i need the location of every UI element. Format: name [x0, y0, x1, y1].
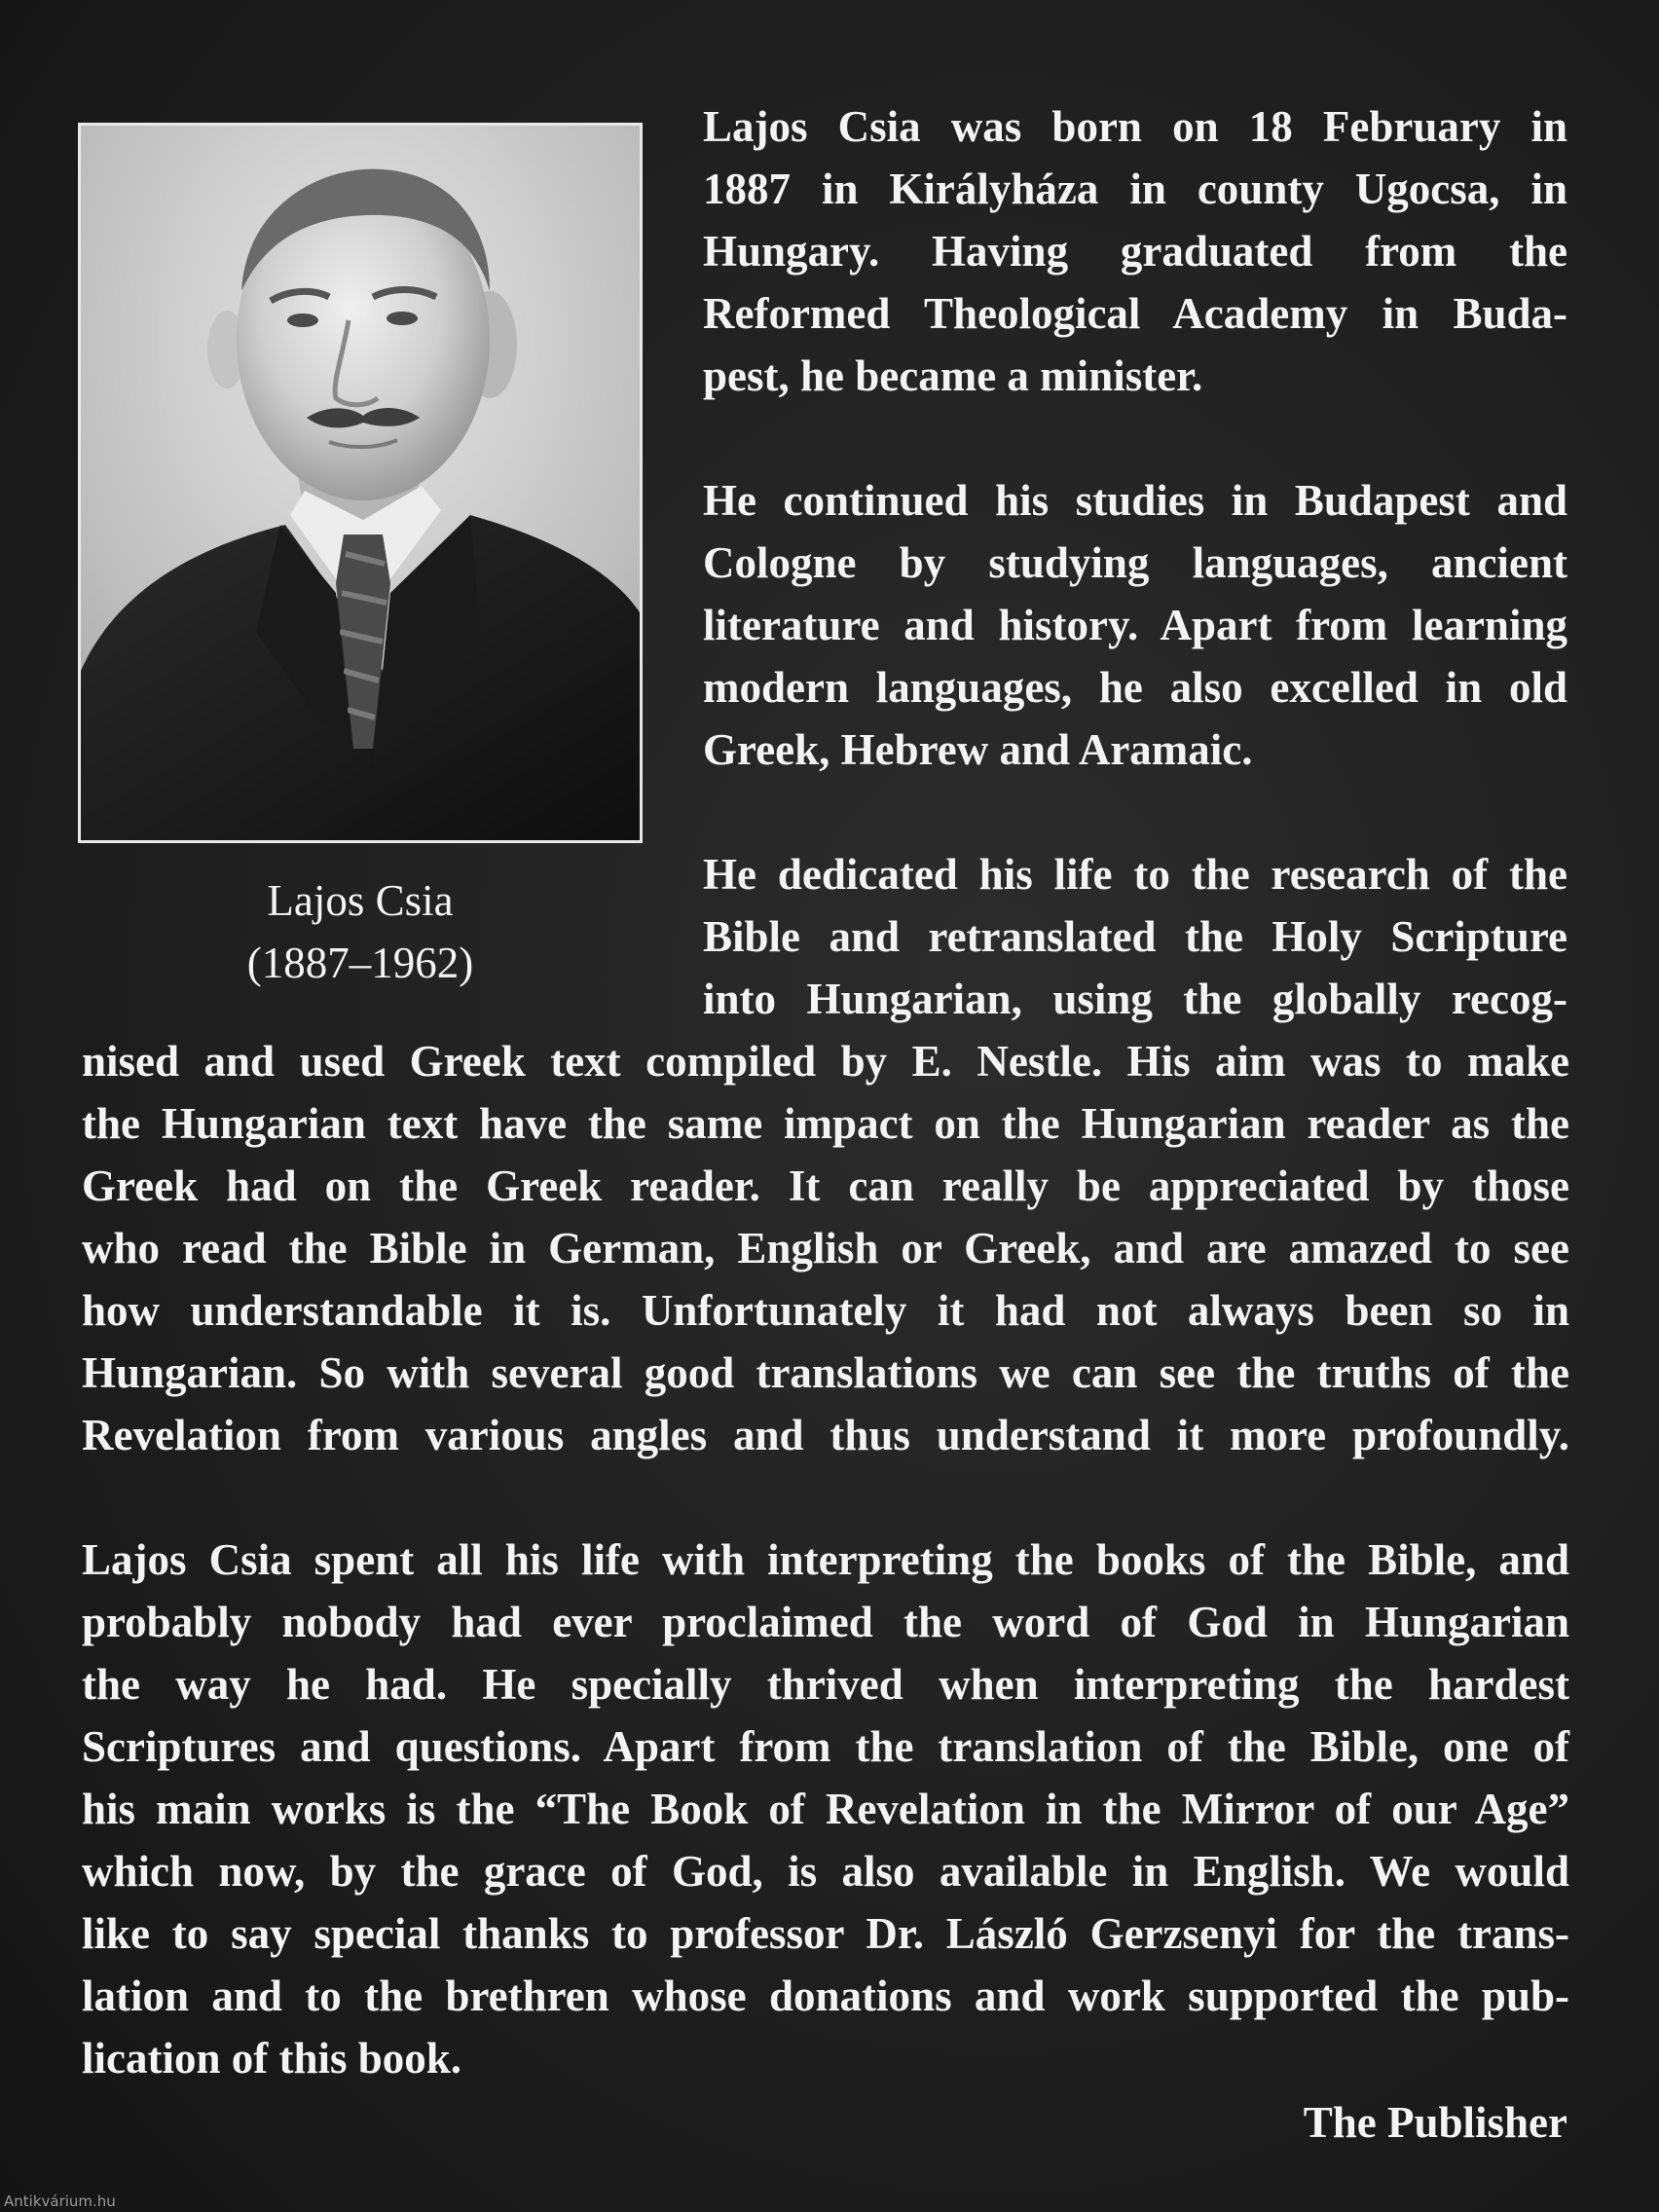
text-line: lication of this book. [82, 2034, 462, 2083]
text-line: probably nobody had ever proclaimed the word of God in Hungarian [82, 1598, 1569, 1646]
text-line: modern languages, he also excelled in old [703, 663, 1567, 712]
text-line: Reformed Theological Academy in Buda- [703, 289, 1567, 338]
paragraph-studies [703, 469, 1567, 781]
source-watermark: Antikvárium.hu [4, 2193, 116, 2210]
text-line: nised and used Greek text compiled by E. Nestle. His aim was to make [82, 1037, 1569, 1086]
text-line: which now, by the grace of God, is also available in English. We would [82, 1847, 1569, 1896]
text-line: like to say special thanks to professor Dr. László Gerzsenyi for the trans- [82, 1909, 1569, 1958]
caption-name: Lajos Csia [267, 876, 454, 925]
text-line: 1887 in Királyháza in county Ugocsa, in [703, 165, 1567, 213]
text-line: the way he had. He specially thrived when interpreting the hardest [82, 1660, 1569, 1709]
portrait-caption [88, 869, 633, 994]
text-line: Scriptures and questions. Apart from the translation of the Bible, one of [82, 1722, 1569, 1771]
text-line: the Hungarian text have the same impact on the Hungarian reader as the [82, 1099, 1569, 1148]
text-line: Lajos Csia was born on 18 February in [703, 102, 1567, 151]
text-line: He continued his studies in Budapest and [703, 476, 1567, 525]
paragraph-works [82, 1529, 1569, 2089]
text-line: Greek, Hebrew and Aramaic. [703, 725, 1253, 774]
text-line: Hungarian. So with several good translations we can see the truths of the [82, 1348, 1569, 1397]
publisher-signature: The Publisher [1303, 2098, 1567, 2147]
text-line: He dedicated his life to the research of the [703, 850, 1567, 899]
paragraph-birth [703, 95, 1567, 407]
text-line: Hungary. Having graduated from the [703, 227, 1567, 276]
text-line: pest, he became a minister. [703, 351, 1203, 400]
author-portrait [78, 123, 643, 843]
text-line: Bible and retranslated the Holy Scripture [703, 912, 1567, 961]
paragraph-translation-continued [82, 1030, 1569, 1466]
text-line: Lajos Csia spent all his life with interpreting the books of the Bible, and [82, 1535, 1569, 1584]
text-line: into Hungarian, using the globally recog- [703, 975, 1567, 1023]
text-line: Greek had on the Greek reader. It can really be appreciated by those [82, 1161, 1569, 1210]
caption-years: (1887–1962) [246, 939, 474, 987]
text-line: Revelation from various angles and thus understand it more profoundly. [82, 1411, 1569, 1459]
text-line: lation and to the brethren whose donations and work supported the pub- [82, 1972, 1569, 2020]
text-line: literature and history. Apart from learning [703, 601, 1567, 649]
text-line: Cologne by studying languages, ancient [703, 538, 1567, 587]
text-line: who read the Bible in German, English or Greek, and are amazed to see [82, 1224, 1569, 1272]
text-line: how understandable it is. Unfortunately it had not always been so in [82, 1286, 1569, 1335]
paragraph-translation-start [703, 843, 1567, 1030]
text-line: his main works is the “The Book of Revelation in the Mirror of our Age” [82, 1785, 1569, 1833]
